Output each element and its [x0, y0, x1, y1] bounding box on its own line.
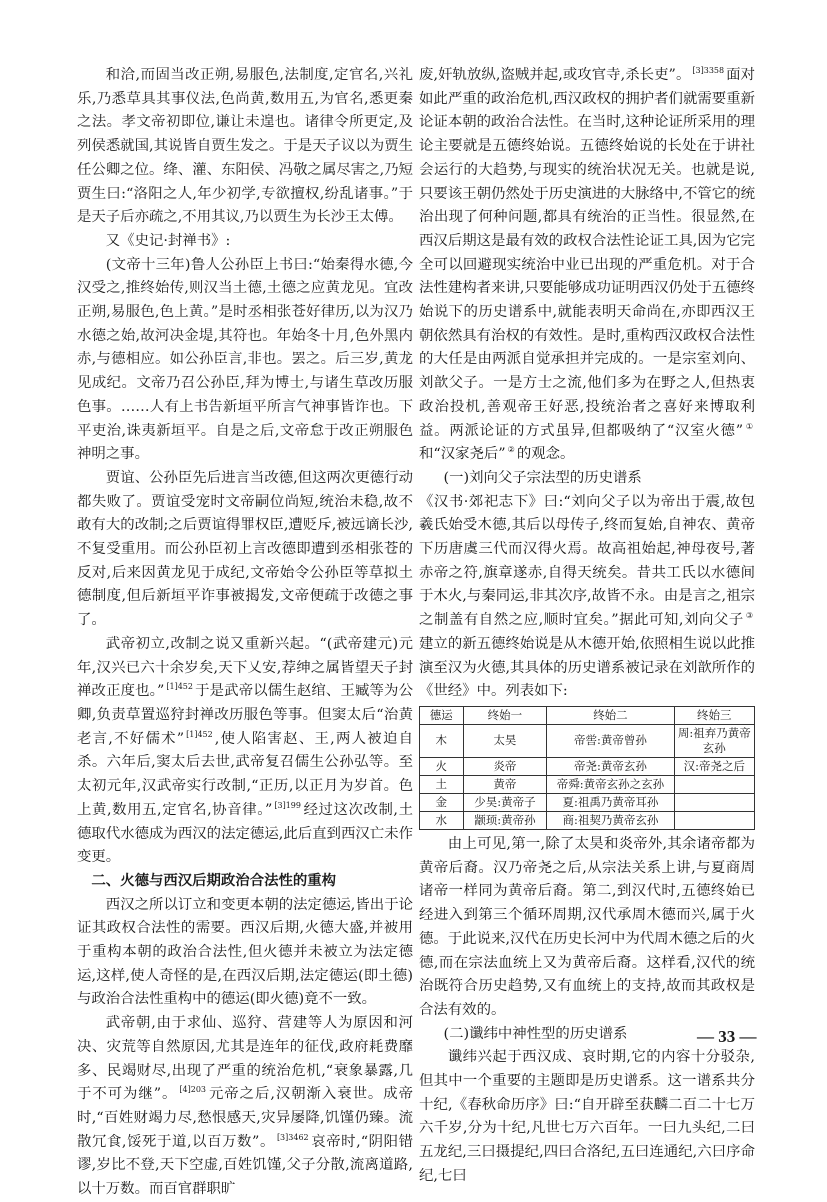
table-header-cell: 终始一 — [463, 706, 547, 724]
text-run: 西汉之所以订立和变更本朝的法定德运,皆出于论证其政权合法性的需要。西汉后期,火德大盛,并被用于重构本朝的政治合法性,但火德并未被立为法定德运,这样,使人奇怪的是,在西汉后期,法定德运(即土德)与政治合法性重构中的德运(即火德)竟不一致。 — [77, 896, 413, 1008]
citation-marker: [3]3462 — [276, 1132, 309, 1142]
block-quote — [77, 64, 413, 230]
table-cell: 金 — [420, 793, 464, 811]
table-row — [420, 811, 755, 829]
table-cell: 颛顼:黄帝孙 — [463, 811, 547, 829]
section-heading — [77, 870, 413, 894]
table-cell: 帝尧:黄帝玄孙 — [547, 757, 674, 775]
citation-marker: [1]452 — [186, 729, 213, 739]
table-row — [420, 757, 755, 775]
table-cell: 水 — [420, 811, 464, 829]
text-run: 建立的新五德终始说是从木德开始,依照相生说以此推演至汉为火德,其具体的历史谱系被记录在刘歆所作的《世经》中。列表如下: — [419, 635, 755, 700]
quote-intro — [77, 230, 413, 254]
table-cell: 炎帝 — [463, 757, 547, 775]
text-run: ,使人陷害赵、王,两人被迫自杀。六年后,窦太后去世,武帝复召儒生公孙弘等。至太初元年,汉武帝实行改制,“正历,以正月为岁首。色上黄,数用五,定官名,协音律。” — [77, 730, 413, 818]
block-quote — [77, 254, 413, 467]
subsection-heading — [419, 467, 755, 491]
table-cell — [674, 793, 754, 811]
table-cell: 汉:帝尧之后 — [674, 757, 754, 775]
table-cell — [674, 811, 754, 829]
table-row — [420, 724, 755, 757]
citation-marker: ② — [507, 445, 515, 455]
paragraph — [77, 1012, 413, 1202]
text-run: 武帝初立,改制之说又重新兴起。“(武帝建元)元年,汉兴已六十余岁矣,天下乂安,荐绅之属皆望天子封禅改正度也。” — [77, 635, 413, 700]
citation-marker: [4]203 — [179, 1085, 206, 1095]
paragraph — [419, 64, 755, 467]
text-run: 面对如此严重的政治危机,西汉政权的拥护者们就需要重新论证本朝的政治合法性。在当时,这种论证所采用的理论主要就是五德终始说。五德终始说的长处在于讲社会运行的大趋势,与现实的统治状况无关。也就是说,只要该王朝仍然处于历史演进的大脉络中,不管它的统治出现了何种问题,都具有统治的正当性。很显然,在西汉后期这是最有效的政权合法性论证工具,因为它完全可以回避现实统治中业已出现的严重危机。对于合法性建构者来讲,只要能够成功证明西汉仍处于五德终始说下的历史谱系中,就能表明天命尚在,亦即西汉王朝依然具有治权的有效性。是时,重构西汉政权合法性的大任是由两派自觉承担并完成的。一是宗室刘向、刘歆父子。一是方士之流,他们多为在野之人,但热衷政治投机,善观帝王好恶,投统治者之喜好来博取利益。两派论证的方式虽异,但都吸纳了“汉室火德” — [419, 67, 755, 439]
text-run: 于是武帝以儒生赵绾、王臧等为公卿,负责草置巡狩封禅改历服色等事。但窦太后“治黄老言,不好儒术” — [77, 683, 413, 747]
table-cell: 黄帝 — [463, 775, 547, 793]
text-run: 哀帝时,“阴阳错谬,岁比不登,天下空虚,百姓饥馑,父子分散,流离道路,以十万数。而百官群职旷 — [77, 1133, 413, 1198]
genealogy-table — [419, 706, 755, 830]
text-run: 的观念。 — [516, 446, 575, 463]
paragraph — [77, 467, 413, 633]
paragraph — [419, 491, 755, 704]
text-run: (文帝十三年)鲁人公孙臣上书曰:“始秦得水德,今汉受之,推终始传,则汉当土德,土德之应黄龙见。宜改正朔,易服色,色上黄。”是时丞相张苍好律历,以为汉乃水德之始,故河决金堤,其符也。年始冬十月,色外黑内赤,与德相应。如公孙臣言,非也。罢之。后三岁,黄龙见成纪。文帝乃召公孙臣,拜为博士,与诸生草改历服色事。……人有上书告新垣平所言气神事皆诈也。下平吏治,诛夷新垣平。自是之后,文帝怠于改正朔服色神明之事。 — [77, 256, 413, 463]
paragraph — [419, 833, 755, 1023]
text-run: 由上可见,第一,除了太昊和炎帝外,其余诸帝都为黄帝后裔。汉乃帝尧之后,从宗法关系上讲,与夏商周诸帝一样同为黄帝后裔。第二,到汉代时,五德终始已经进入到第三个循环周期,汉代承周木德而兴,属于火德。于此说来,汉代在历史长河中为代周木德之后的火德,而在宗法血统上又为黄帝后裔。这样看,汉代的统治既符合历史趋势,又有血统上的支持,故而其政权是合法有效的。 — [419, 835, 755, 1018]
right-column — [419, 64, 755, 1189]
text-run: 废,奸轨放纵,盗贼并起,或攻官寺,杀长吏”。 — [419, 67, 691, 83]
text-run: 元帝之后,汉朝渐入衰世。成帝时,“百姓财竭力尽,愁恨感天,灾异屡降,饥馑仍臻。流散冗食,馁死于道,以百万数”。 — [77, 1086, 414, 1150]
table-header-cell: 终始三 — [674, 706, 754, 724]
table-header-row — [420, 706, 755, 724]
text-run: 二、火德与西汉后期政治合法性的重构 — [91, 872, 337, 889]
table-cell: 太昊 — [463, 724, 547, 757]
citation-marker: [3]199 — [274, 800, 301, 810]
table-header-cell: 德运 — [420, 706, 464, 724]
table-cell: 少昊:黄帝子 — [463, 793, 547, 811]
text-run: 《汉书·郊祀志下》曰:“刘向父子以为帝出于震,故包羲氏始受木德,其后以母传子,终而复始,自神农、黄帝下历唐虞三代而汉得火焉。故高祖始起,神母夜号,著赤帝之符,旗章遂赤,自得天统矣。昔共工氏以水德间于木火,与秦同运,非其次序,故皆不永。由是言之,祖宗之制盖有自然之应,顺时宜矣。”据此可知,刘向父子 — [419, 493, 755, 629]
table-header-cell: 终始二 — [547, 706, 674, 724]
table-cell: 木 — [420, 724, 464, 757]
text-run: 和“汉家尧后” — [419, 446, 506, 463]
table-cell: 周:祖弃乃黄帝玄孙 — [674, 724, 754, 757]
citation-marker: [3]3358 — [692, 66, 725, 75]
table-row — [420, 775, 755, 793]
paragraph — [419, 1046, 755, 1188]
page-number: — 33 — — [697, 1027, 757, 1046]
text-run: 和洽,而固当改正朔,易服色,法制度,定官名,兴礼乐,乃悉草具其事仪法,色尚黄,数用五,为官名,悉更秦之法。孝文帝初即位,谦让未遑也。诸律令所更定,及列侯悉就国,其说皆自贾生发之。于是天子议以为贾生任公卿之位。绛、灌、东阳侯、冯敬之属尽害之,乃短贾生曰:“洛阳之人,年少初学,专欲擅权,纷乱诸事。”于是天子后亦疏之,不用其议,乃以贾生为长沙王太傅。 — [77, 67, 413, 226]
text-run: (一)刘向父子宗法型的历史谱系 — [443, 469, 642, 486]
text-run: 又《史记·封禅书》: — [105, 232, 231, 249]
text-run: 武帝朝,由于求仙、巡狩、营建等人为原因和河决、灾荒等自然原因,尤其是连年的征伐,政府耗费靡多、民竭财尽,出现了严重的统治危机,“衰象暴露,几于不可为继”。 — [77, 1015, 413, 1103]
table-cell: 夏:祖禹乃黄帝耳孙 — [547, 793, 674, 811]
text-run: 贾谊、公孙臣先后进言当改德,但这两次更德行动都失败了。贾谊受宠时文帝嗣位尚短,统治未稳,故不敢有大的改制;之后贾谊得罪权臣,遭贬斥,被远谪长沙,不复受重用。而公孙臣初上言改德即遭到丞相张苍的反对,后来因黄龙见于成纪,文帝始令公孙臣等草拟土德制度,但后新垣平诈事被揭发,文帝便疏于改德之事了。 — [77, 469, 413, 629]
table-row — [420, 793, 755, 811]
table-cell: 商:祖契乃黄帝玄孙 — [547, 811, 674, 829]
text-run: (二)谶纬中神性型的历史谱系 — [443, 1025, 628, 1042]
table-cell: 火 — [420, 757, 464, 775]
table-cell: 帝喾:黄帝曾孙 — [547, 724, 674, 757]
table-cell — [674, 775, 754, 793]
table-cell: 帝舜:黄帝玄孙之玄孙 — [547, 775, 674, 793]
citation-marker: ③ — [745, 611, 753, 621]
table-cell: 土 — [420, 775, 464, 793]
text-run: 经过这次改制,土德取代水德成为西汉的法定德运,此后直到西汉亡未作变更。 — [77, 801, 413, 866]
paragraph — [77, 633, 413, 870]
citation-marker: [1]452 — [166, 682, 193, 692]
text-run: 谶纬兴起于西汉成、哀时期,它的内容十分驳杂,但其中一个重要的主题即是历史谱系。这一谱系共分十纪,《春秋命历序》曰:“自开辟至获麟二百二十七万六千岁,分为十纪,凡世七万六百年。一曰九头纪,二曰五龙纪,三曰摄提纪,四曰合洛纪,五曰连通纪,六曰序命纪,七曰 — [419, 1049, 755, 1184]
citation-marker: ① — [745, 421, 754, 431]
paragraph — [77, 894, 413, 1013]
left-column — [77, 64, 413, 1202]
